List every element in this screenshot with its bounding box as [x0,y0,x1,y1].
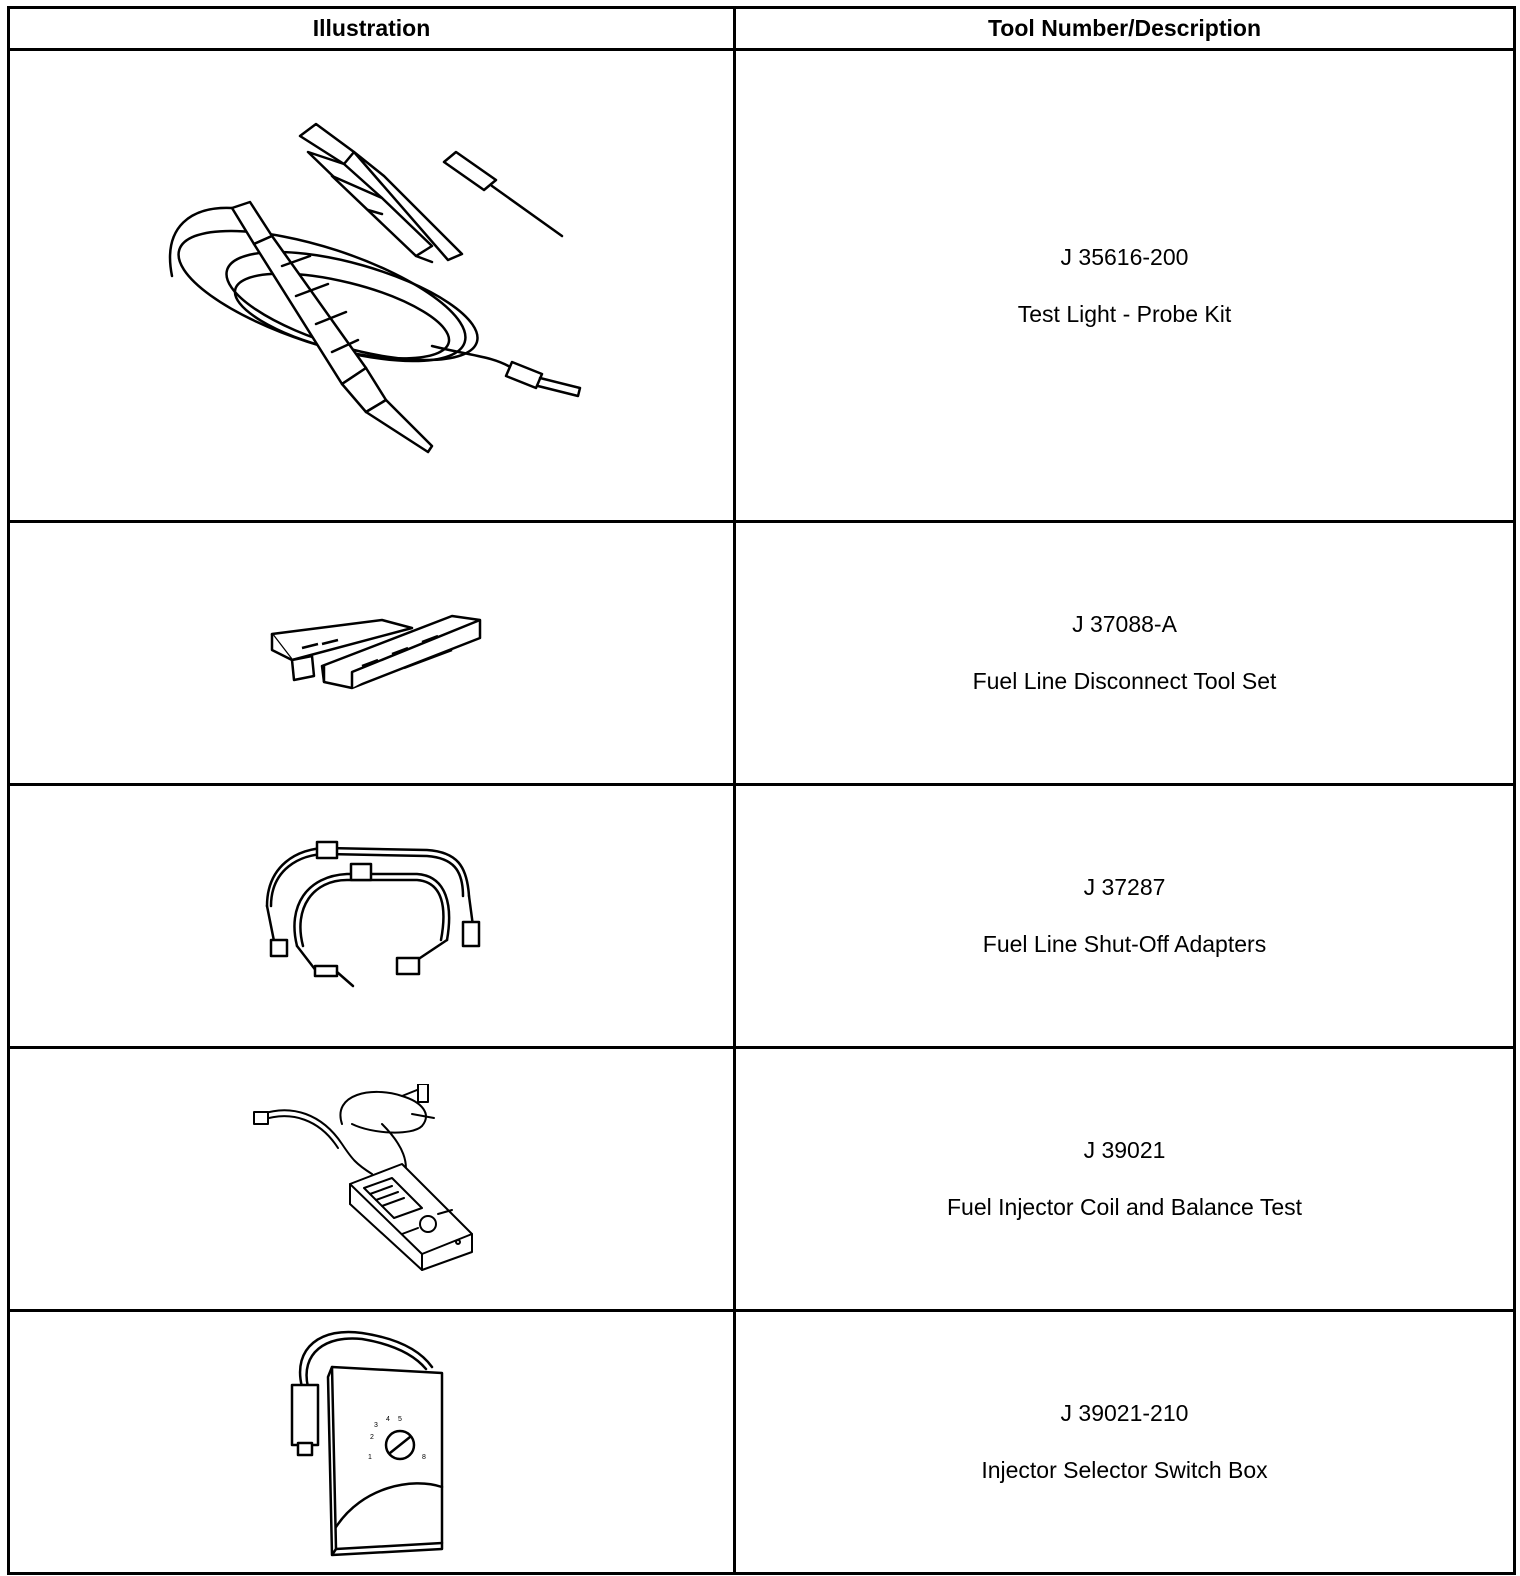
illustration-cell [9,522,735,785]
tool-number: J 35616-200 [1060,243,1189,270]
table-row [9,785,1515,1048]
tool-number: J 37287 [1083,874,1166,900]
tool-description: Injector Selector Switch Box [981,1457,1268,1483]
illustration-cell [9,1311,735,1574]
fuel-line-disconnect-tool-illustration [252,598,492,708]
table-header-row [9,8,1515,50]
tool-number: J 37088-A [1072,611,1177,637]
injector-selector-switch-box-illustration [282,1327,462,1557]
illustration-cell [9,1048,735,1311]
table-row [9,1311,1515,1574]
fuel-line-shutoff-adapters-illustration [257,836,487,996]
header-illustration: Illustration [9,8,735,50]
illustration-cell [9,785,735,1048]
test-light-probe-kit-illustration [132,106,612,466]
tool-number: J 39021-210 [1060,1400,1189,1426]
tool-description-cell [735,1311,1515,1574]
tool-description-cell [735,522,1515,785]
table-row [9,1048,1515,1311]
svg-text:4: 4 [385,1416,390,1423]
svg-text:8: 8 [421,1454,426,1461]
tool-description: Fuel Line Disconnect Tool Set [972,668,1277,694]
tool-description: Test Light - Probe Kit [1017,300,1232,327]
injector-coil-balance-tester-illustration [252,1084,492,1274]
table-row [9,522,1515,785]
illustration-cell [9,50,735,522]
svg-text:2: 2 [369,1434,374,1441]
tool-number: J 39021 [1083,1137,1166,1163]
svg-text:1: 1 [367,1454,372,1461]
svg-text:3: 3 [373,1422,378,1429]
tool-description-cell [735,785,1515,1048]
header-tool-description: Tool Number/Description [735,8,1515,50]
tool-description: Fuel Line Shut-Off Adapters [982,931,1267,957]
tool-description: Fuel Injector Coil and Balance Test [947,1194,1302,1220]
svg-text:5: 5 [397,1416,402,1423]
tool-description-cell [735,50,1515,522]
table-row [9,50,1515,522]
tool-table [7,6,1516,1575]
tool-description-cell [735,1048,1515,1311]
